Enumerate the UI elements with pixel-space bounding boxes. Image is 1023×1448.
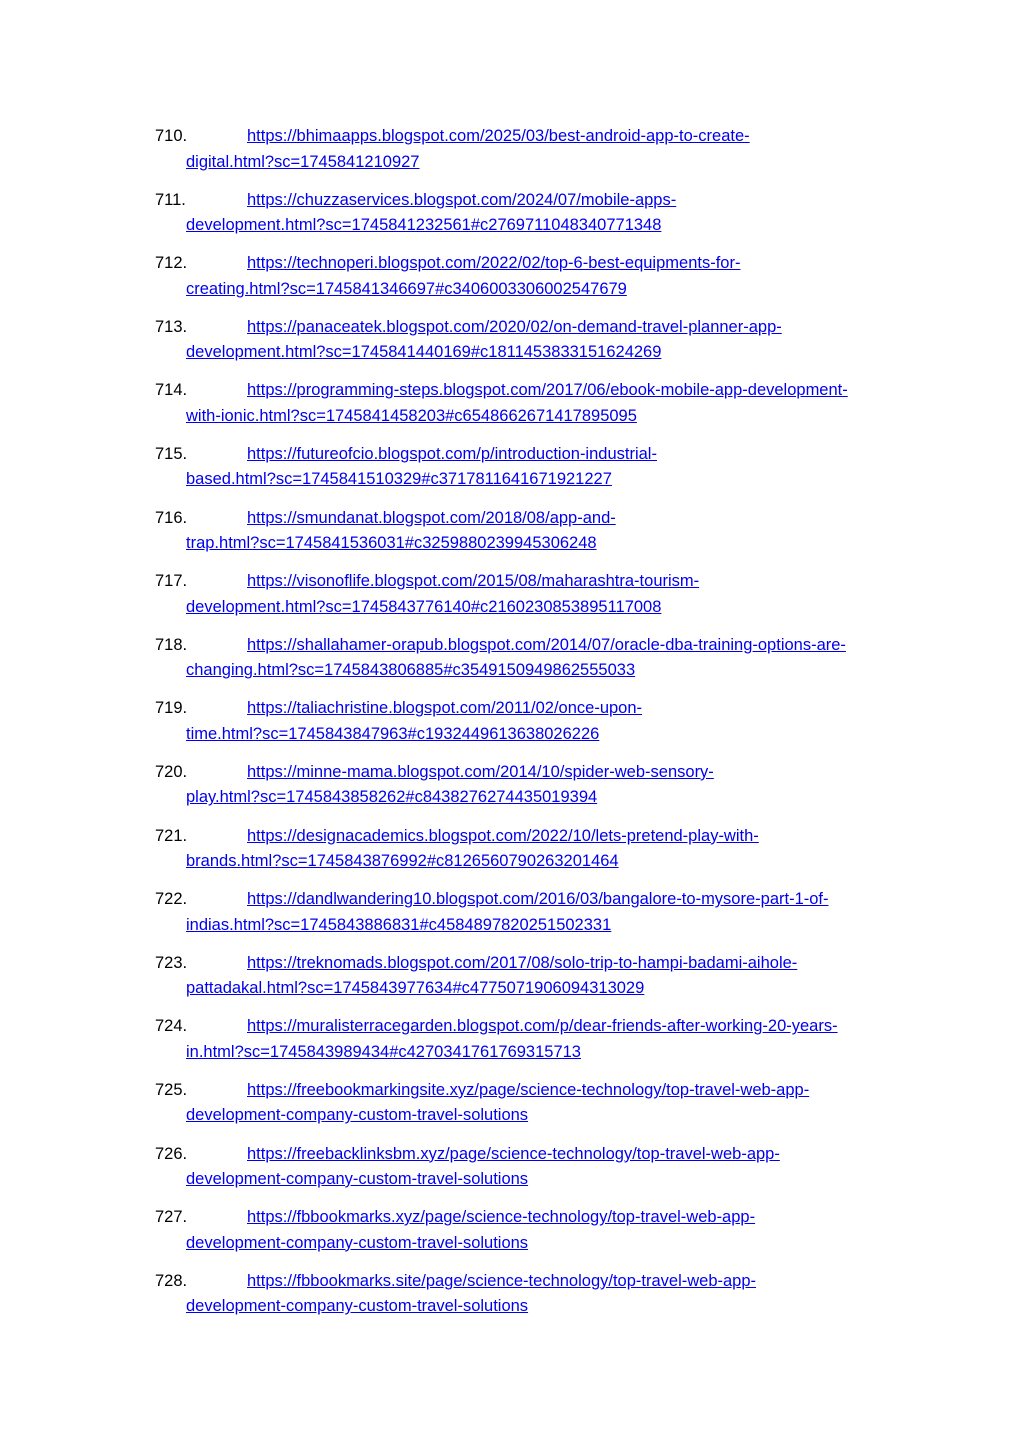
list-item	[155, 633, 915, 697]
list-item	[155, 442, 915, 506]
list-item	[155, 1014, 915, 1078]
item-number: 726.	[155, 1144, 188, 1163]
item-number: 712.	[155, 254, 188, 273]
url-link[interactable]: https://fbbookmarks.site/page/science-technology/top-travel-web-app-	[247, 1271, 757, 1290]
list-item	[155, 124, 915, 188]
item-number: 716.	[155, 508, 188, 527]
list-item	[155, 315, 915, 379]
item-number: 728.	[155, 1271, 188, 1290]
url-link[interactable]: https://futureofcio.blogspot.com/p/introduction-industrial-	[247, 444, 657, 463]
url-link[interactable]: https://panaceatek.blogspot.com/2020/02/on-demand-travel-planner-app-	[247, 317, 782, 336]
item-number: 710.	[155, 127, 188, 145]
url-link-continuation[interactable]: development-company-custom-travel-solutions	[186, 1233, 529, 1252]
url-link-continuation[interactable]: with-ionic.html?sc=1745841458203#c6548662671417895095	[186, 406, 637, 425]
item-number: 713.	[155, 317, 188, 336]
url-link-continuation[interactable]: development-company-custom-travel-solutions	[186, 1106, 529, 1125]
url-link-continuation[interactable]: development-company-custom-travel-solutions	[186, 1297, 529, 1316]
item-number: 725.	[155, 1080, 188, 1099]
url-link-continuation[interactable]: play.html?sc=1745843858262#c8438276274435019394	[186, 788, 598, 807]
item-number: 720.	[155, 762, 188, 781]
url-link-continuation[interactable]: brands.html?sc=1745843876992#c8126560790263201464	[186, 852, 619, 871]
url-link[interactable]: https://designacademics.blogspot.com/2022/10/lets-pretend-play-with-	[247, 826, 759, 845]
url-link[interactable]: https://shallahamer-orapub.blogspot.com/2014/07/oracle-dba-training-options-are-	[247, 635, 846, 654]
list-item	[155, 1142, 915, 1206]
list-item	[155, 251, 915, 315]
url-link[interactable]: https://visonoflife.blogspot.com/2015/08/maharashtra-tourism-	[247, 572, 700, 591]
list-item	[155, 1205, 915, 1269]
url-link[interactable]: https://technoperi.blogspot.com/2022/02/top-6-best-equipments-for-	[247, 254, 741, 273]
item-number: 715.	[155, 444, 188, 463]
url-link-continuation[interactable]: changing.html?sc=1745843806885#c3549150949862555033	[186, 661, 636, 680]
url-link-continuation[interactable]: development.html?sc=1745841232561#c2769711048340771348	[186, 216, 662, 235]
item-number: 724.	[155, 1017, 188, 1036]
list-item	[155, 569, 915, 633]
url-link[interactable]: https://minne-mama.blogspot.com/2014/10/spider-web-sensory-	[247, 762, 714, 781]
list-item	[155, 696, 915, 760]
url-link-continuation[interactable]: based.html?sc=1745841510329#c3717811641671921227	[186, 470, 612, 489]
url-link-continuation[interactable]: pattadakal.html?sc=1745843977634#c4775071906094313029	[186, 979, 645, 998]
url-link[interactable]: https://freebacklinksbm.xyz/page/science-technology/top-travel-web-app-	[247, 1144, 780, 1163]
item-number: 718.	[155, 635, 188, 654]
list-item	[155, 824, 915, 888]
url-link[interactable]: https://muralisterracegarden.blogspot.com/p/dear-friends-after-working-20-years-	[247, 1017, 838, 1036]
list-item	[155, 1269, 915, 1333]
url-link-continuation[interactable]: indias.html?sc=1745843886831#c4584897820251502331	[186, 915, 612, 934]
url-link-continuation[interactable]: trap.html?sc=1745841536031#c3259880239945306248	[186, 534, 597, 553]
url-link[interactable]: https://fbbookmarks.xyz/page/science-technology/top-travel-web-app-	[247, 1208, 756, 1227]
url-link[interactable]: https://dandlwandering10.blogspot.com/2016/03/bangalore-to-mysore-part-1-of-	[247, 890, 829, 909]
item-number: 722.	[155, 890, 188, 909]
item-number: 723.	[155, 953, 188, 972]
item-number: 717.	[155, 572, 188, 591]
url-link-continuation[interactable]: in.html?sc=1745843989434#c4270341761769315713	[186, 1042, 581, 1061]
url-link[interactable]: https://programming-steps.blogspot.com/2017/06/ebook-mobile-app-development-	[247, 381, 848, 400]
url-link[interactable]: https://treknomads.blogspot.com/2017/08/solo-trip-to-hampi-badami-aihole-	[247, 953, 798, 972]
item-number: 714.	[155, 381, 188, 400]
list-item	[155, 378, 915, 442]
url-link[interactable]: https://bhimaapps.blogspot.com/2025/03/best-android-app-to-create-	[247, 127, 750, 145]
url-link-continuation[interactable]: development.html?sc=1745841440169#c1811453833151624269	[186, 343, 662, 362]
item-number: 719.	[155, 699, 188, 718]
list-item	[155, 760, 915, 824]
item-number: 711.	[155, 190, 186, 209]
list-item	[155, 951, 915, 1015]
list-item	[155, 887, 915, 951]
url-link[interactable]: https://freebookmarkingsite.xyz/page/science-technology/top-travel-web-app-	[247, 1080, 810, 1099]
url-link[interactable]: https://smundanat.blogspot.com/2018/08/app-and-	[247, 508, 616, 527]
list-item	[155, 1078, 915, 1142]
url-link-continuation[interactable]: development-company-custom-travel-solutions	[186, 1170, 529, 1188]
url-link-continuation[interactable]: time.html?sc=1745843847963#c1932449613638026226	[186, 724, 600, 743]
list-item	[155, 506, 915, 570]
item-number: 721.	[155, 826, 188, 845]
url-link-continuation[interactable]: creating.html?sc=1745841346697#c3406003306002547679	[186, 279, 627, 298]
url-link-continuation[interactable]: digital.html?sc=1745841210927	[186, 152, 420, 171]
item-number: 727.	[155, 1208, 188, 1227]
url-link-continuation[interactable]: development.html?sc=1745843776140#c2160230853895117008	[186, 597, 662, 616]
list-item	[155, 188, 915, 252]
url-link[interactable]: https://taliachristine.blogspot.com/2011/02/once-upon-	[247, 699, 643, 718]
url-link[interactable]: https://chuzzaservices.blogspot.com/2024/07/mobile-apps-	[247, 190, 677, 209]
url-list	[155, 124, 915, 1332]
